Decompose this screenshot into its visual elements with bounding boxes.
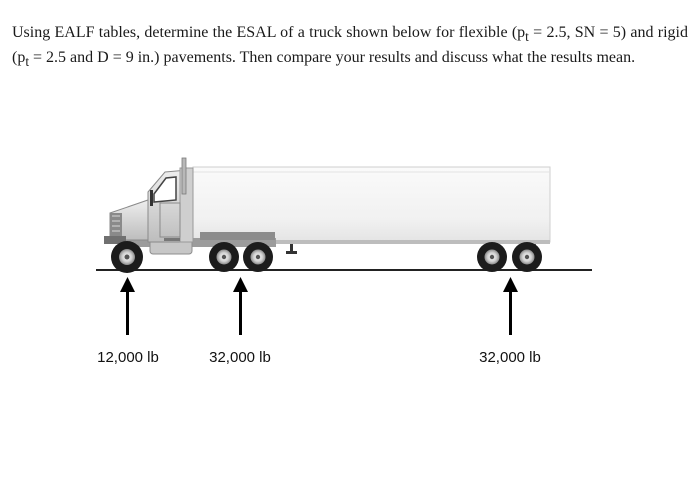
trailer-tandem-load-label: 32,000 lb [479, 349, 541, 366]
steering-axle-load-arrow [120, 277, 135, 335]
trailer-tandem-load-arrow [503, 277, 518, 335]
trailer-tandem-wheels [477, 242, 542, 272]
problem-text-part-2: = 2.5, SN = 5) and rigid (p [12, 24, 688, 67]
pt-subscript-1: t [525, 29, 529, 45]
problem-text-part-1: Using EALF tables, determine the ESAL of a truck shown below for flexible (p [12, 24, 526, 41]
landing-gear [290, 244, 293, 252]
drive-tandem-load-arrow [233, 277, 248, 335]
pt-subscript-2: t [25, 54, 30, 70]
drive-tandem-load-label: 32,000 lb [209, 349, 271, 366]
steering-axle-wheel [111, 241, 143, 273]
steering-axle-load-label: 12,000 lb [97, 349, 159, 366]
problem-text-part-3: = 2.5 and D = 9 in.) pavements. Then compare your results and discuss what the results mean. [29, 49, 636, 67]
